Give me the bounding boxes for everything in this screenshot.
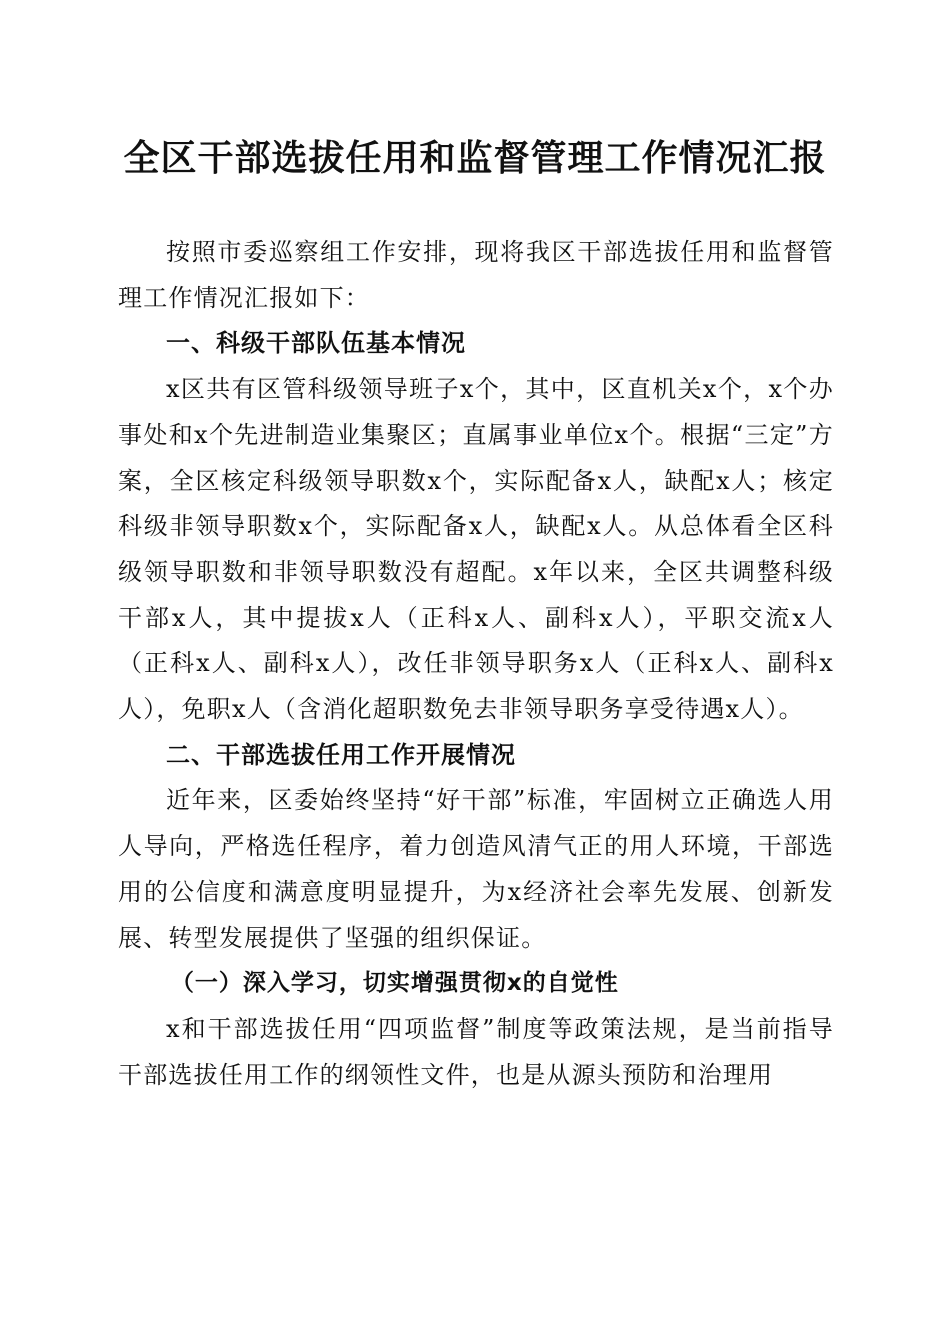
section-1-heading: 一、科级干部队伍基本情况 — [166, 329, 466, 358]
subsection-1-heading: （一）深入学习，切实增强贯彻x的自觉性 — [170, 970, 619, 997]
section-2-paragraph: 近年来，区委始终坚持“好干部”标准，牢固树立正确选人用人导向，严格选任程序，着力创造风清气正的用人环境，干部选用的公信度和满意度明显提升，为x经济社会率先发展、创新发展、转型发展提供了坚强的组织保证。 — [118, 786, 834, 952]
section-2-heading: 二、干部选拔任用工作开展情况 — [166, 740, 516, 769]
document-title: 全区干部选拔任用和监督管理工作情况汇报 — [123, 137, 827, 179]
section-1-paragraph: x区共有区管科级领导班子x个，其中，区直机关x个，x个办事处和x个先进制造业集聚区；直属事业单位x个。根据“三定”方案，全区核定科级领导职数x个，实际配备x人，缺配x人；核定科级非领导职数x个，实际配备x人，缺配x人。从总体看全区科级领导职数和非领导职数没有超配。x年以来，全区共调整科级干部x人，其中提拔x人（正科x人、副科x人），平职交流x人（正科x人、副科x人），改任非领导职务x人（正科x人、副科x人），免职x人（含消化超职数免去非领导职务享受待遇x人）。 — [118, 375, 834, 724]
document-body — [118, 230, 834, 1098]
subsection-1-paragraph: x和干部选拔任用“四项监督”制度等政策法规，是当前指导干部选拔任用工作的纲领性文件，也是从源头预防和治理用 — [118, 1014, 834, 1089]
intro-paragraph: 按照市委巡察组工作安排，现将我区干部选拔任用和监督管理工作情况汇报如下： — [118, 238, 834, 312]
